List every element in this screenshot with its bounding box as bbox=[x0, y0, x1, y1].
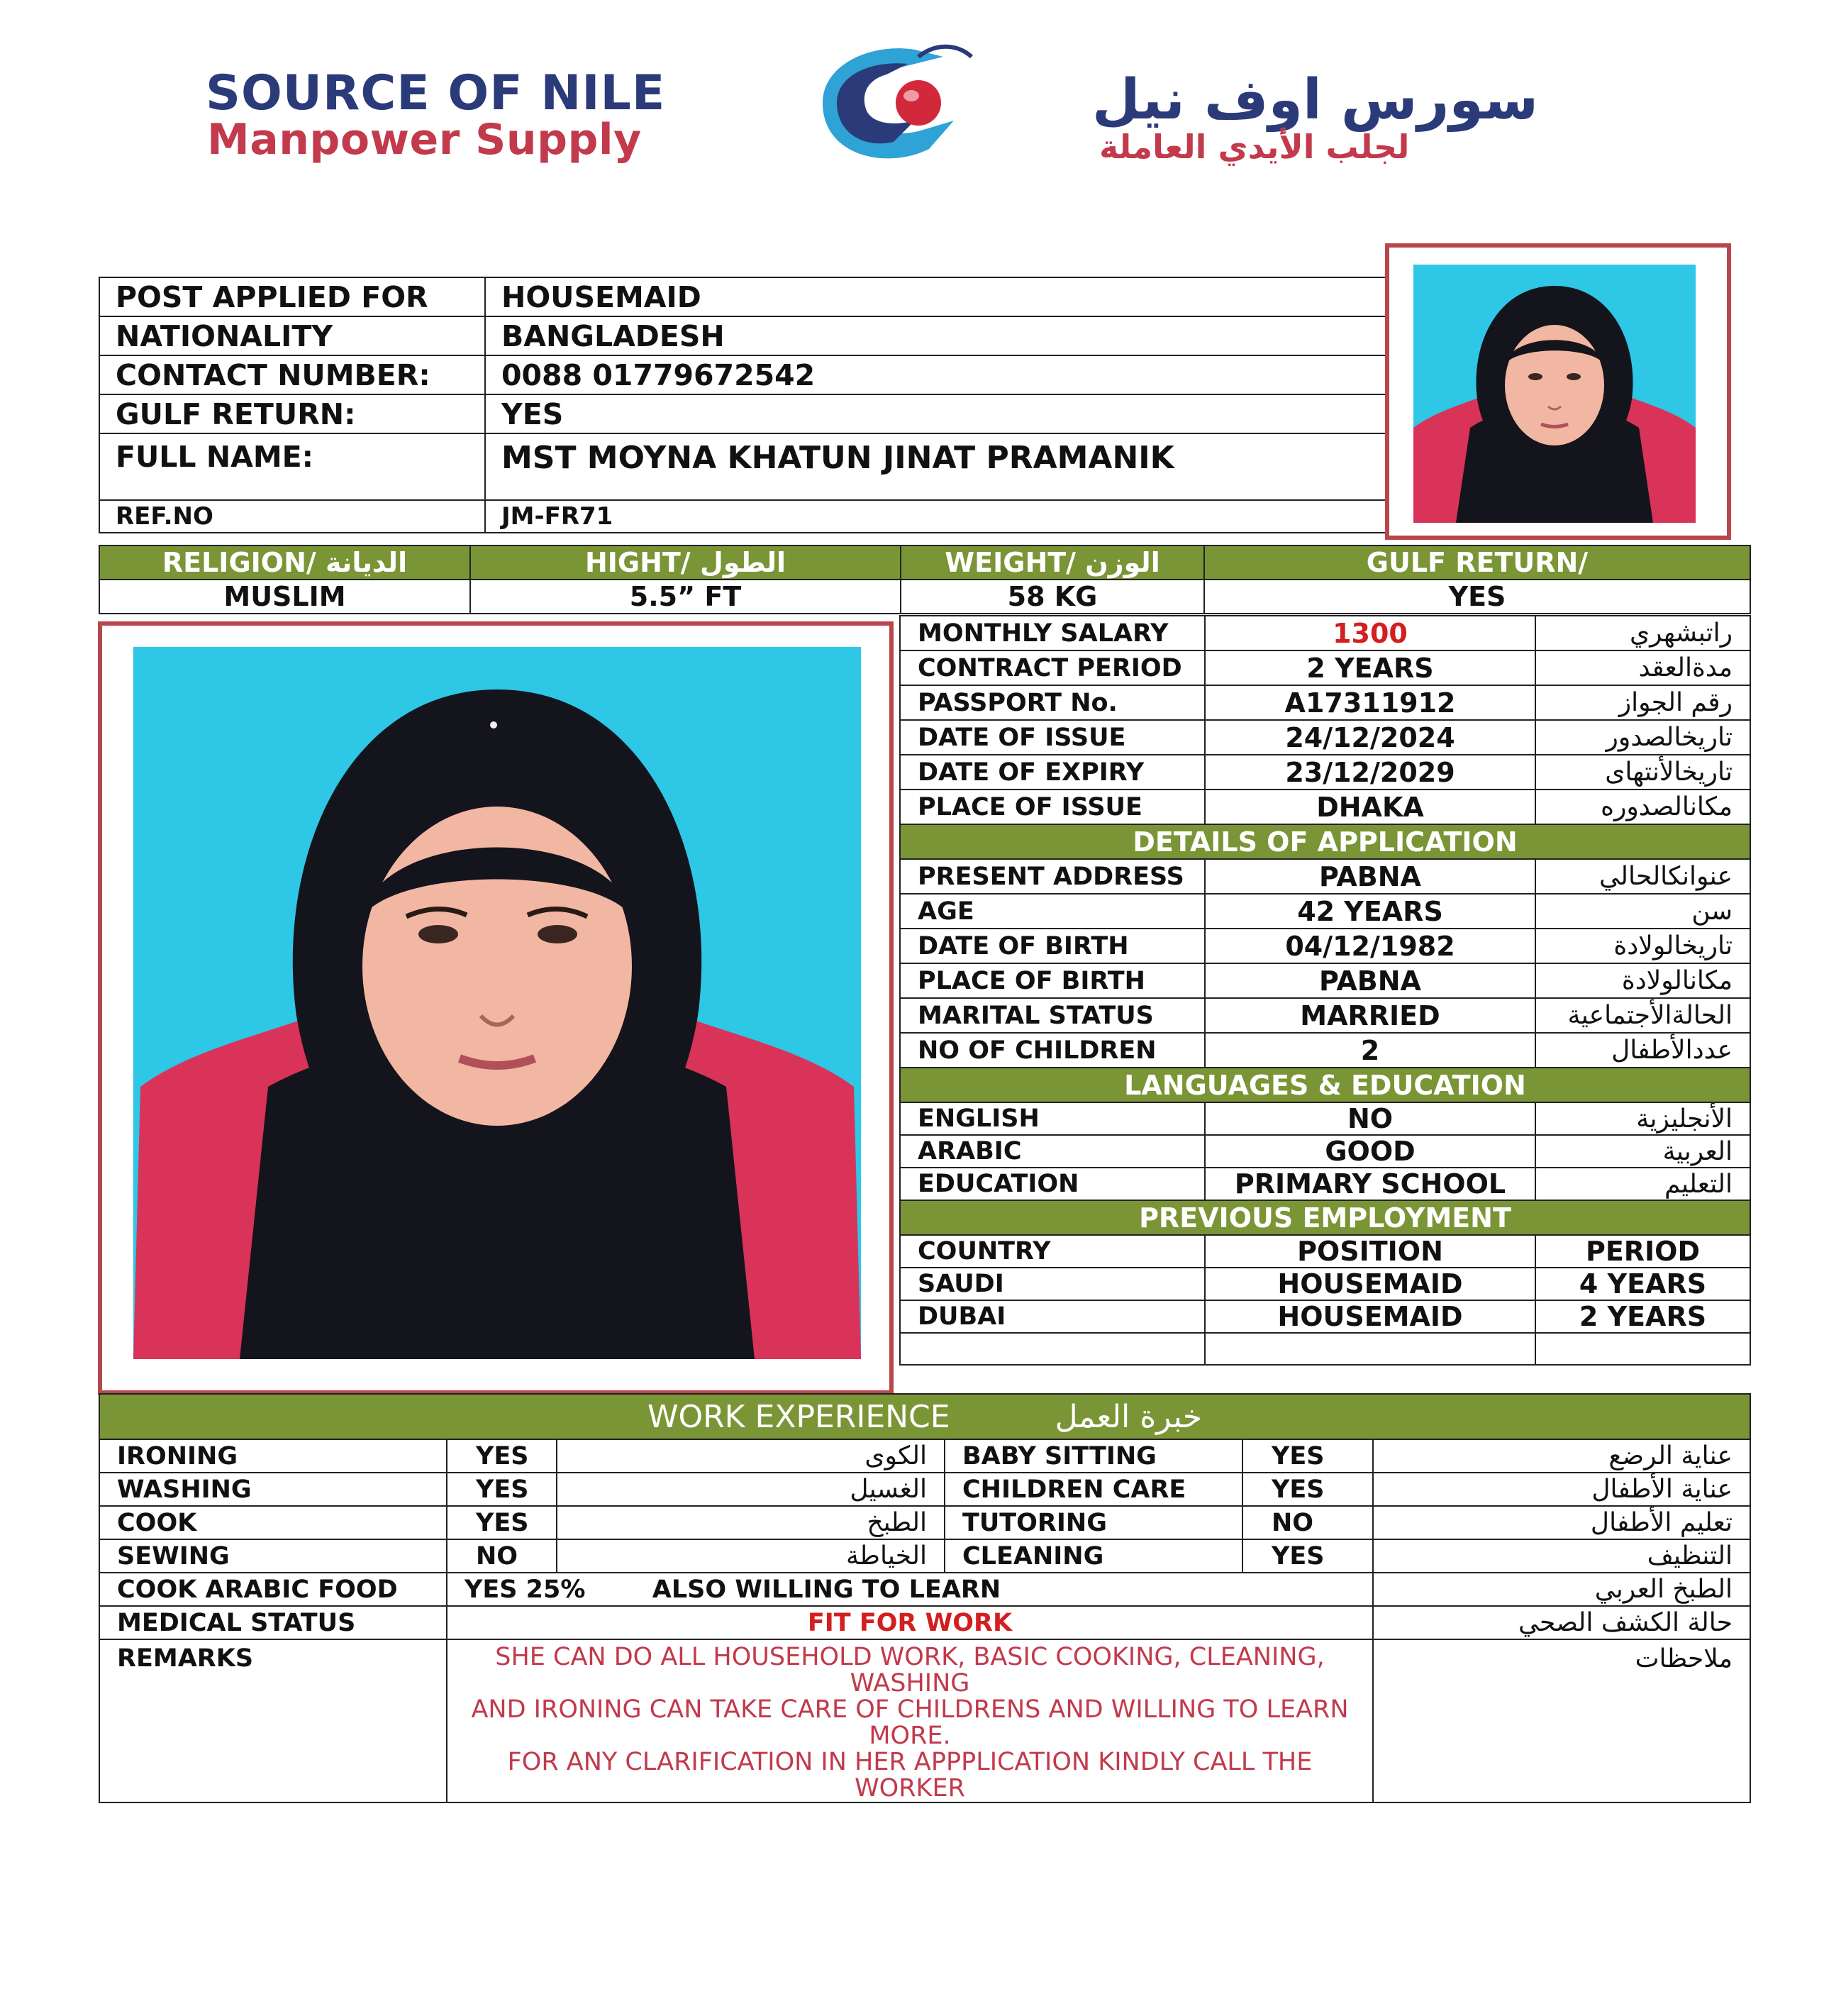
passport-photo-small bbox=[1385, 243, 1731, 540]
applicant-photo-large bbox=[98, 621, 894, 1395]
nationality-value: BANGLADESH bbox=[485, 316, 1386, 355]
arabic-label: ARABIC bbox=[900, 1135, 1205, 1168]
table-row bbox=[900, 650, 1750, 685]
education-label-ar: التعليم bbox=[1535, 1168, 1750, 1200]
ref-no-value: JM-FR71 bbox=[485, 500, 1386, 533]
table-row bbox=[99, 1439, 1750, 1473]
english-value: NO bbox=[1205, 1102, 1535, 1135]
employment-period: 2 YEARS bbox=[1535, 1300, 1750, 1333]
portrait-illustration bbox=[1413, 265, 1696, 523]
employment-period: 4 YEARS bbox=[1535, 1268, 1750, 1300]
ref-no-label: REF.NO bbox=[99, 500, 485, 533]
full-name-value: MST MOYNA KHATUN JINAT PRAMANIK bbox=[485, 433, 1386, 500]
passport-no-label-ar: رقم الجواز bbox=[1535, 685, 1750, 720]
salary-label-ar: راتبشهري bbox=[1535, 616, 1750, 650]
work-experience-table bbox=[99, 1393, 1751, 1803]
remarks-line: FOR ANY CLARIFICATION IN HER APPPLICATION KINDLY CALL THE WORKER bbox=[507, 1748, 1313, 1802]
medical-value: FIT FOR WORK bbox=[447, 1606, 1373, 1639]
skill-label-ar: التنظيف bbox=[1373, 1539, 1750, 1573]
skill-value: YES bbox=[447, 1439, 557, 1473]
birthplace-label: PLACE OF BIRTH bbox=[900, 963, 1205, 998]
applicant-info-table bbox=[99, 277, 1386, 533]
table-header-row bbox=[99, 545, 1750, 580]
contract-label-ar: مدةالعقد bbox=[1535, 650, 1750, 685]
skill-value: NO bbox=[447, 1539, 557, 1573]
expiry-date-label-ar: تاريخالأنتهاى bbox=[1535, 755, 1750, 790]
skill-value: YES bbox=[1242, 1473, 1373, 1506]
weight-header: WEIGHT/ الوزن bbox=[901, 545, 1204, 580]
birthplace-value: PABNA bbox=[1205, 963, 1535, 998]
skill-value: YES bbox=[1242, 1539, 1373, 1573]
table-row bbox=[99, 1639, 1750, 1802]
work-experience-title bbox=[99, 1394, 1750, 1439]
age-value: 42 YEARS bbox=[1205, 894, 1535, 929]
empty-cell bbox=[1205, 1333, 1535, 1365]
table-row bbox=[900, 1102, 1750, 1135]
arabic-food-value: YES 25% bbox=[465, 1575, 586, 1604]
skill-label: CLEANING bbox=[945, 1539, 1242, 1573]
issue-place-value: DHAKA bbox=[1205, 790, 1535, 824]
skill-label-ar: تعليم الأطفال bbox=[1373, 1506, 1750, 1539]
table-row bbox=[99, 580, 1750, 614]
employment-country: SAUDI bbox=[900, 1268, 1205, 1300]
issue-place-label: PLACE OF ISSUE bbox=[900, 790, 1205, 824]
height-header: HIGHT/ الطول bbox=[470, 545, 901, 580]
skill-label: COOK bbox=[99, 1506, 447, 1539]
period-header: PERIOD bbox=[1535, 1235, 1750, 1268]
religion-header: RELIGION/ الديانة bbox=[99, 545, 470, 580]
table-row bbox=[99, 277, 1386, 316]
dob-label: DATE OF BIRTH bbox=[900, 929, 1205, 963]
table-row bbox=[900, 859, 1750, 894]
education-value: PRIMARY SCHOOL bbox=[1205, 1168, 1535, 1200]
expiry-date-label: DATE OF EXPIRY bbox=[900, 755, 1205, 790]
remarks-line: AND IRONING CAN TAKE CARE OF CHILDRENS AND WILLING TO LEARN MORE. bbox=[471, 1695, 1349, 1750]
issue-place-label-ar: مكانالصدوره bbox=[1535, 790, 1750, 824]
table-row bbox=[900, 755, 1750, 790]
table-header-row bbox=[900, 1235, 1750, 1268]
gulf-return-label: GULF RETURN: bbox=[99, 394, 485, 433]
dob-value: 04/12/1982 bbox=[1205, 929, 1535, 963]
marital-value: MARRIED bbox=[1205, 998, 1535, 1033]
post-label: POST APPLIED FOR bbox=[99, 277, 485, 316]
skill-label: SEWING bbox=[99, 1539, 447, 1573]
employment-position: HOUSEMAID bbox=[1205, 1300, 1535, 1333]
arabic-food-label: COOK ARABIC FOOD bbox=[99, 1573, 447, 1606]
table-row bbox=[99, 355, 1386, 394]
post-value: HOUSEMAID bbox=[485, 277, 1386, 316]
work-experience-title-ar: خبرة العمل bbox=[1055, 1398, 1203, 1435]
marital-label-ar: الحالةالأجتماعية bbox=[1535, 998, 1750, 1033]
contract-value: 2 YEARS bbox=[1205, 650, 1535, 685]
gulf-return-phys-value: YES bbox=[1204, 580, 1750, 614]
age-label-ar: سن bbox=[1535, 894, 1750, 929]
skill-label-ar: عناية الأطفال bbox=[1373, 1473, 1750, 1506]
arabic-food-value-cell bbox=[447, 1573, 1373, 1606]
contact-label: CONTACT NUMBER: bbox=[99, 355, 485, 394]
salary-label: MONTHLY SALARY bbox=[900, 616, 1205, 650]
company-tagline-en: Manpower Supply bbox=[207, 115, 642, 165]
contract-label: CONTRACT PERIOD bbox=[900, 650, 1205, 685]
weight-value: 58 KG bbox=[901, 580, 1204, 614]
table-row bbox=[99, 1539, 1750, 1573]
english-label: ENGLISH bbox=[900, 1102, 1205, 1135]
section-header bbox=[900, 824, 1750, 859]
table-row bbox=[99, 394, 1386, 433]
employment-section-title: PREVIOUS EMPLOYMENT bbox=[900, 1200, 1750, 1235]
children-label: NO OF CHILDREN bbox=[900, 1033, 1205, 1068]
remarks-label: REMARKS bbox=[99, 1639, 447, 1802]
remarks-line: SHE CAN DO ALL HOUSEHOLD WORK, BASIC COOKING, CLEANING, WASHING bbox=[495, 1643, 1325, 1697]
passport-no-label: PASSPORT No. bbox=[900, 685, 1205, 720]
empty-cell bbox=[900, 1333, 1205, 1365]
table-row bbox=[900, 998, 1750, 1033]
arabic-label-ar: العربية bbox=[1535, 1135, 1750, 1168]
skill-label: IRONING bbox=[99, 1439, 447, 1473]
skill-label-ar: عناية الرضع bbox=[1373, 1439, 1750, 1473]
skill-value: YES bbox=[1242, 1439, 1373, 1473]
portrait-illustration-large bbox=[133, 647, 861, 1359]
nationality-label: NATIONALITY bbox=[99, 316, 485, 355]
arabic-food-label-ar: الطبخ العربي bbox=[1373, 1573, 1750, 1606]
table-row bbox=[900, 790, 1750, 824]
application-section-title: DETAILS OF APPLICATION bbox=[900, 824, 1750, 859]
table-row bbox=[900, 894, 1750, 929]
salary-value: 1300 bbox=[1205, 616, 1535, 650]
medical-label: MEDICAL STATUS bbox=[99, 1606, 447, 1639]
arabic-value: GOOD bbox=[1205, 1135, 1535, 1168]
remarks-text bbox=[447, 1639, 1373, 1802]
table-row bbox=[900, 685, 1750, 720]
issue-date-value: 24/12/2024 bbox=[1205, 720, 1535, 755]
skill-value: YES bbox=[447, 1473, 557, 1506]
skill-label: CHILDREN CARE bbox=[945, 1473, 1242, 1506]
skill-label-ar: الغسيل bbox=[557, 1473, 945, 1506]
work-experience-title-en: WORK EXPERIENCE bbox=[647, 1398, 950, 1435]
children-label-ar: عددالأطفال bbox=[1535, 1033, 1750, 1068]
issue-date-label: DATE OF ISSUE bbox=[900, 720, 1205, 755]
table-row bbox=[99, 500, 1386, 533]
religion-value: MUSLIM bbox=[99, 580, 470, 614]
table-row bbox=[99, 433, 1386, 500]
issue-date-label-ar: تاريخالصدور bbox=[1535, 720, 1750, 755]
table-row bbox=[900, 616, 1750, 650]
employment-position: HOUSEMAID bbox=[1205, 1268, 1535, 1300]
skill-label: TUTORING bbox=[945, 1506, 1242, 1539]
table-row bbox=[900, 1268, 1750, 1300]
remarks-label-ar: ملاحظات bbox=[1373, 1639, 1750, 1802]
section-header bbox=[900, 1200, 1750, 1235]
skill-label: BABY SITTING bbox=[945, 1439, 1242, 1473]
address-label-ar: عنوانكالحالي bbox=[1535, 859, 1750, 894]
skill-label: WASHING bbox=[99, 1473, 447, 1506]
arabic-food-note: ALSO WILLING TO LEARN bbox=[652, 1575, 1001, 1604]
company-name-en: SOURCE OF NILE bbox=[206, 65, 666, 121]
contact-value: 0088 01779672542 bbox=[485, 355, 1386, 394]
languages-section-title: LANGUAGES & EDUCATION bbox=[900, 1068, 1750, 1102]
table-row bbox=[99, 1573, 1750, 1606]
company-name-ar: سورس اوف نيل bbox=[1092, 68, 1539, 132]
dob-label-ar: تاريخالولادة bbox=[1535, 929, 1750, 963]
table-row bbox=[900, 720, 1750, 755]
table-row bbox=[900, 1300, 1750, 1333]
empty-cell bbox=[1535, 1333, 1750, 1365]
passport-application-table bbox=[899, 615, 1751, 1366]
height-value: 5.5” FT bbox=[470, 580, 901, 614]
country-header: COUNTRY bbox=[900, 1235, 1205, 1268]
employment-country: DUBAI bbox=[900, 1300, 1205, 1333]
education-label: EDUCATION bbox=[900, 1168, 1205, 1200]
table-row bbox=[900, 1168, 1750, 1200]
passport-no-value: A17311912 bbox=[1205, 685, 1535, 720]
skill-label-ar: الكوى bbox=[557, 1439, 945, 1473]
expiry-date-value: 23/12/2029 bbox=[1205, 755, 1535, 790]
address-label: PRESENT ADDRESS bbox=[900, 859, 1205, 894]
table-row bbox=[99, 1606, 1750, 1639]
skill-label-ar: الخياطة bbox=[557, 1539, 945, 1573]
table-row bbox=[900, 963, 1750, 998]
company-logo-emblem bbox=[794, 35, 993, 170]
medical-label-ar: حالة الكشف الصحي bbox=[1373, 1606, 1750, 1639]
physical-details-table bbox=[99, 545, 1751, 614]
position-header: POSITION bbox=[1205, 1235, 1535, 1268]
table-row bbox=[99, 1506, 1750, 1539]
section-header bbox=[99, 1394, 1750, 1439]
table-row bbox=[900, 1333, 1750, 1365]
birthplace-label-ar: مكانالولادة bbox=[1535, 963, 1750, 998]
gulf-return-value: YES bbox=[485, 394, 1386, 433]
company-tagline-ar: لجلب الأيدي العاملة bbox=[1099, 128, 1410, 166]
table-row bbox=[900, 929, 1750, 963]
table-row bbox=[99, 316, 1386, 355]
gulf-return-header: GULF RETURN/ bbox=[1204, 545, 1750, 580]
marital-label: MARITAL STATUS bbox=[900, 998, 1205, 1033]
address-value: PABNA bbox=[1205, 859, 1535, 894]
table-row bbox=[99, 1473, 1750, 1506]
skill-label-ar: الطبخ bbox=[557, 1506, 945, 1539]
table-row bbox=[900, 1033, 1750, 1068]
section-header bbox=[900, 1068, 1750, 1102]
full-name-label: FULL NAME: bbox=[99, 433, 485, 500]
skill-value: YES bbox=[447, 1506, 557, 1539]
age-label: AGE bbox=[900, 894, 1205, 929]
table-row bbox=[900, 1135, 1750, 1168]
children-value: 2 bbox=[1205, 1033, 1535, 1068]
skill-value: NO bbox=[1242, 1506, 1373, 1539]
english-label-ar: الأنجليزية bbox=[1535, 1102, 1750, 1135]
